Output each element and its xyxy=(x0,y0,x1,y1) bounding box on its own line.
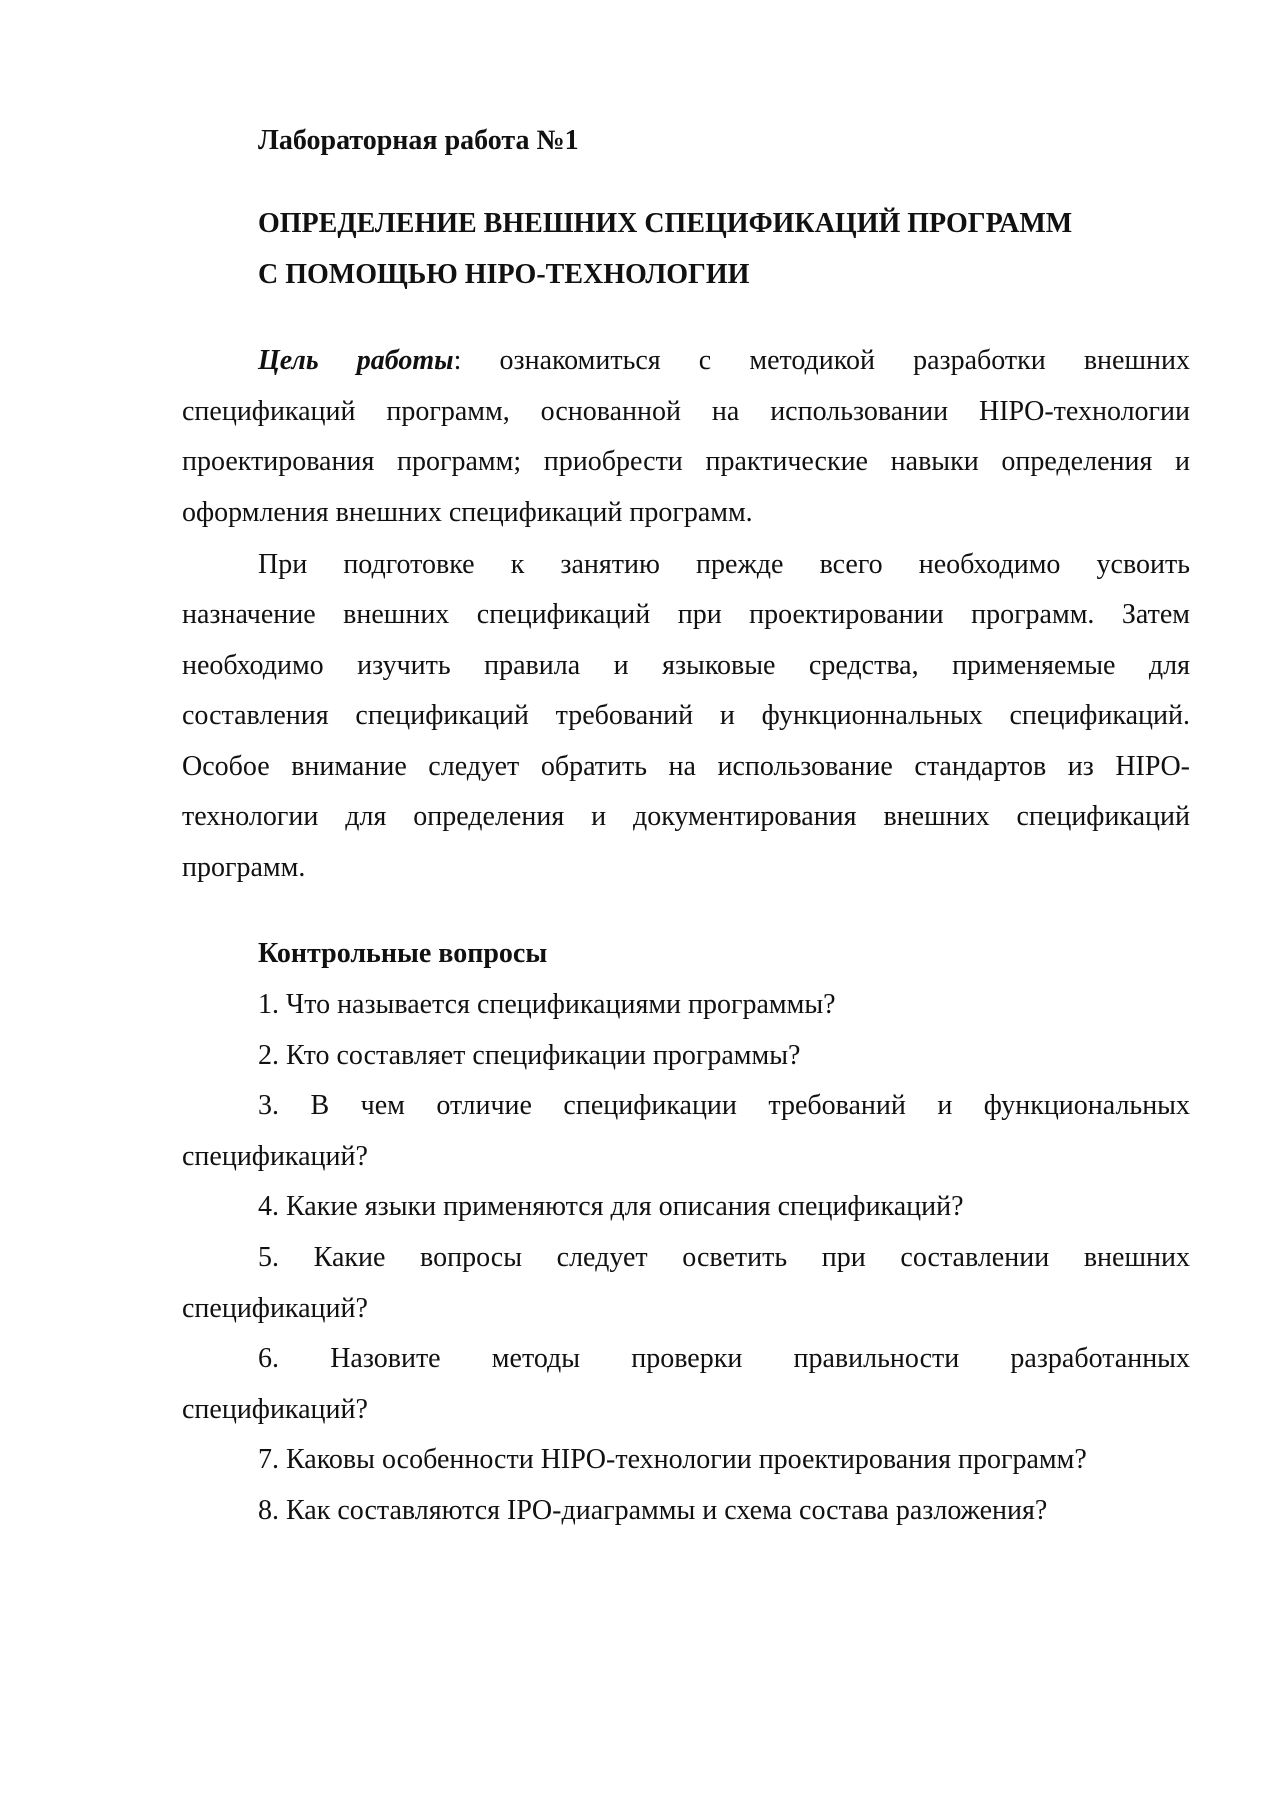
goal-paragraph-line-4: оформления внешних спецификаций программ. xyxy=(182,497,753,528)
prep-paragraph-line-1: При подготовке к занятию прежде всего необходимо усвоить xyxy=(258,549,1190,580)
prep-paragraph-line-7: программ. xyxy=(182,852,306,883)
goal-paragraph-line-1 xyxy=(258,344,1190,378)
goal-line-1-rest: : ознакомиться с методикой разработки внешних xyxy=(453,345,1190,376)
questions-title: Контрольные вопросы xyxy=(258,938,548,969)
question-6-line-2: спецификаций? xyxy=(182,1394,368,1425)
question-5-line-2: спецификаций? xyxy=(182,1293,368,1324)
goal-label: Цель работы xyxy=(258,345,454,376)
prep-paragraph-line-6: технологии для определения и документирования внешних спецификаций xyxy=(182,801,1190,832)
question-8: 8. Как составляются IPO-диаграммы и схема состава разложения? xyxy=(258,1495,1048,1526)
question-3-line-1: 3. В чем отличие спецификации требований и функциональных xyxy=(258,1090,1190,1121)
question-2: 2. Кто составляет спецификации программы? xyxy=(258,1040,801,1071)
question-5-line-1: 5. Какие вопросы следует осветить при составлении внешних xyxy=(258,1242,1190,1273)
goal-paragraph-line-2: спецификаций программ, основанной на использовании HIPO-технологии xyxy=(182,396,1190,427)
question-3-line-2: спецификаций? xyxy=(182,1141,368,1172)
question-4: 4. Какие языки применяются для описания спецификаций? xyxy=(258,1191,964,1222)
prep-paragraph-line-3: необходимо изучить правила и языковые средства, применяемые для xyxy=(182,650,1190,681)
prep-paragraph-line-2: назначение внешних спецификаций при проектировании программ. Затем xyxy=(182,599,1190,630)
lab-title: Лабораторная работа №1 xyxy=(258,125,579,156)
question-7: 7. Каковы особенности HIPO-технологии проектирования программ? xyxy=(258,1444,1087,1475)
prep-paragraph-line-4: составления спецификаций требований и функционнальных спецификаций. xyxy=(182,700,1190,731)
question-1: 1. Что называется спецификациями программы? xyxy=(258,989,836,1020)
main-title-line-2: С ПОМОЩЬЮ HIPO-ТЕХНОЛОГИИ xyxy=(258,259,750,290)
prep-paragraph-line-5: Особое внимание следует обратить на использование стандартов из HIPO- xyxy=(182,751,1190,782)
question-6-line-1: 6. Назовите методы проверки правильности разработанных xyxy=(258,1343,1190,1374)
main-title-line-1: ОПРЕДЕЛЕНИЕ ВНЕШНИХ СПЕЦИФИКАЦИЙ ПРОГРАММ xyxy=(258,208,1073,239)
goal-paragraph-line-3: проектирования программ; приобрести практические навыки определения и xyxy=(182,446,1190,477)
